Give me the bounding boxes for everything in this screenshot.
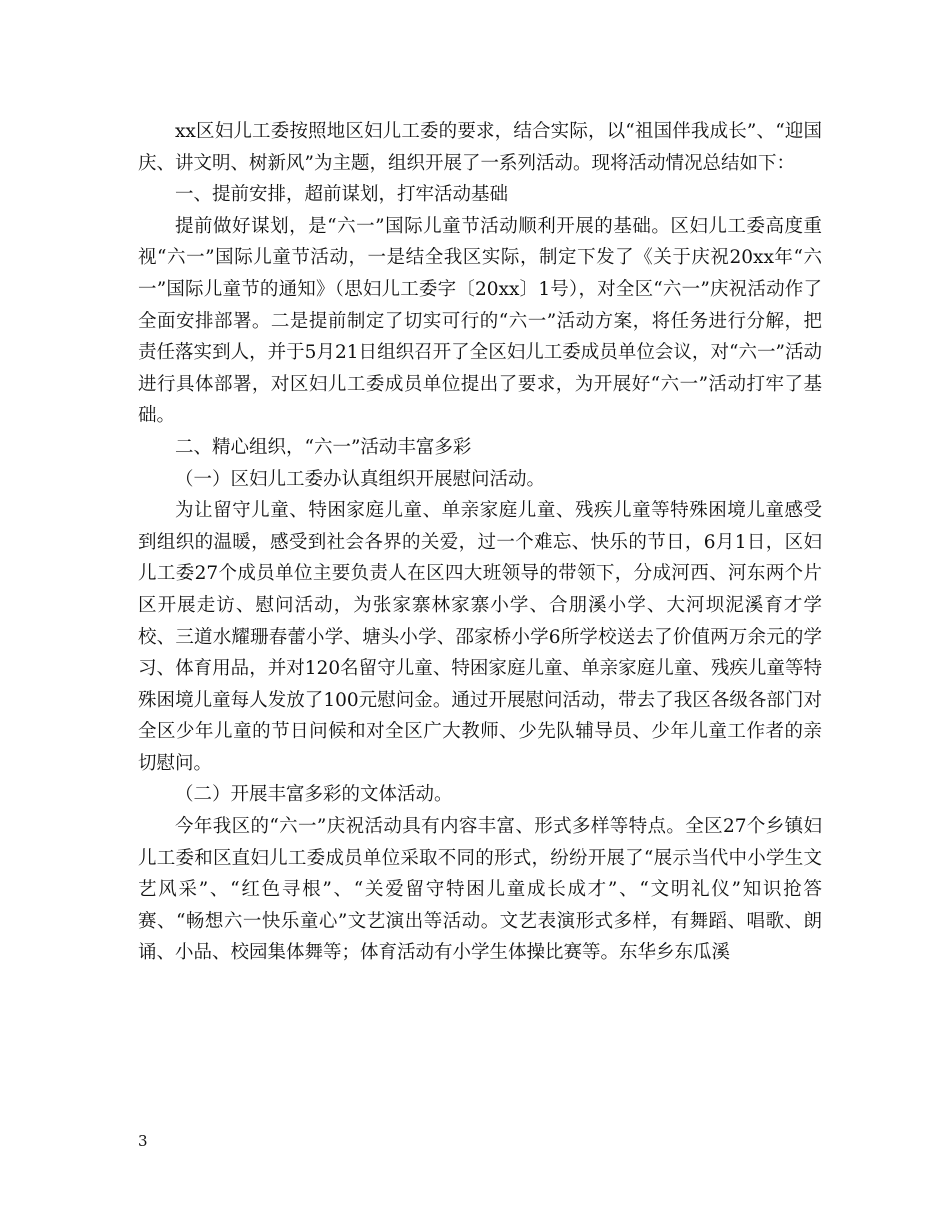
paragraph-activities: 今年我区的“六一”庆祝活动具有内容丰富、形式多样等特点。全区27个乡镇妇儿工委和区直妇儿工委成员单位采取不同的形式，纷纷开展了“展示当代中小学生文艺风采”、“红色寻根”、“关爱留守特困儿童成长成才”、“文明礼仪”知识抢答赛、“畅想六一快乐童心”文艺演出等活动。文艺表演形式多样，有舞蹈、唱歌、朗诵、小品、校园集体舞等；体育活动有小学生体操比赛等。东华乡东瓜溪 <box>138 816 822 964</box>
section-heading-2: 二、精心组织，“六一”活动丰富多彩 <box>175 436 472 458</box>
document-body <box>138 116 822 969</box>
paragraph-intro: xx区妇儿工委按照地区妇儿工委的要求，结合实际，以“祖国伴我成长”、“迎国庆、讲文明、树新风”为主题，组织开展了一系列活动。现将活动情况总结如下： <box>138 121 822 174</box>
paragraph-planning: 提前做好谋划，是“六一”国际儿童节活动顺利开展的基础。区妇儿工委高度重视“六一”国际儿童节活动，一是结全我区实际，制定下发了《关于庆祝20xx年“六一”国际儿童节的通知》（思妇儿工委字〔20xx〕1号），对全区“六一”庆祝活动作了全面安排部署。二是提前制定了切实可行的“六一”活动方案，将任务进行分解，把责任落实到人，并于5月21日组织召开了全区妇儿工委成员单位会议，对“六一”活动进行具体部署，对区妇儿工委成员单位提出了要求，为开展好“六一”活动打牢了基础。 <box>138 215 822 427</box>
subsection-heading-2: （二）开展丰富多彩的文体活动。 <box>175 784 453 806</box>
subsection-heading-1: （一）区妇儿工委办认真组织开展慰问活动。 <box>175 468 546 490</box>
page-number: 3 <box>138 1132 148 1150</box>
section-heading-1: 一、提前安排，超前谋划，打牢活动基础 <box>175 184 509 206</box>
paragraph-condolence: 为让留守儿童、特困家庭儿童、单亲家庭儿童、残疾儿童等特殊困境儿童感受到组织的温暖，感受到社会各界的关爱，过一个难忘、快乐的节日，6月1日，区妇儿工委27个成员单位主要负责人在区四大班领导的带领下，分成河西、河东两个片区开展走访、慰问活动，为张家寨林家寨小学、合朋溪小学、大河坝泥溪育才学校、三道水耀珊春蕾小学、塘头小学、邵家桥小学6所学校送去了价值两万余元的学习、体育用品，并对120名留守儿童、特困家庭儿童、单亲家庭儿童、残疾儿童等特殊困境儿童每人发放了100元慰问金。通过开展慰问活动，带去了我区各级各部门对全区少年儿童的节日问候和对全区广大教师、少先队辅导员、少年儿童工作者的亲切慰问。 <box>138 500 822 774</box>
